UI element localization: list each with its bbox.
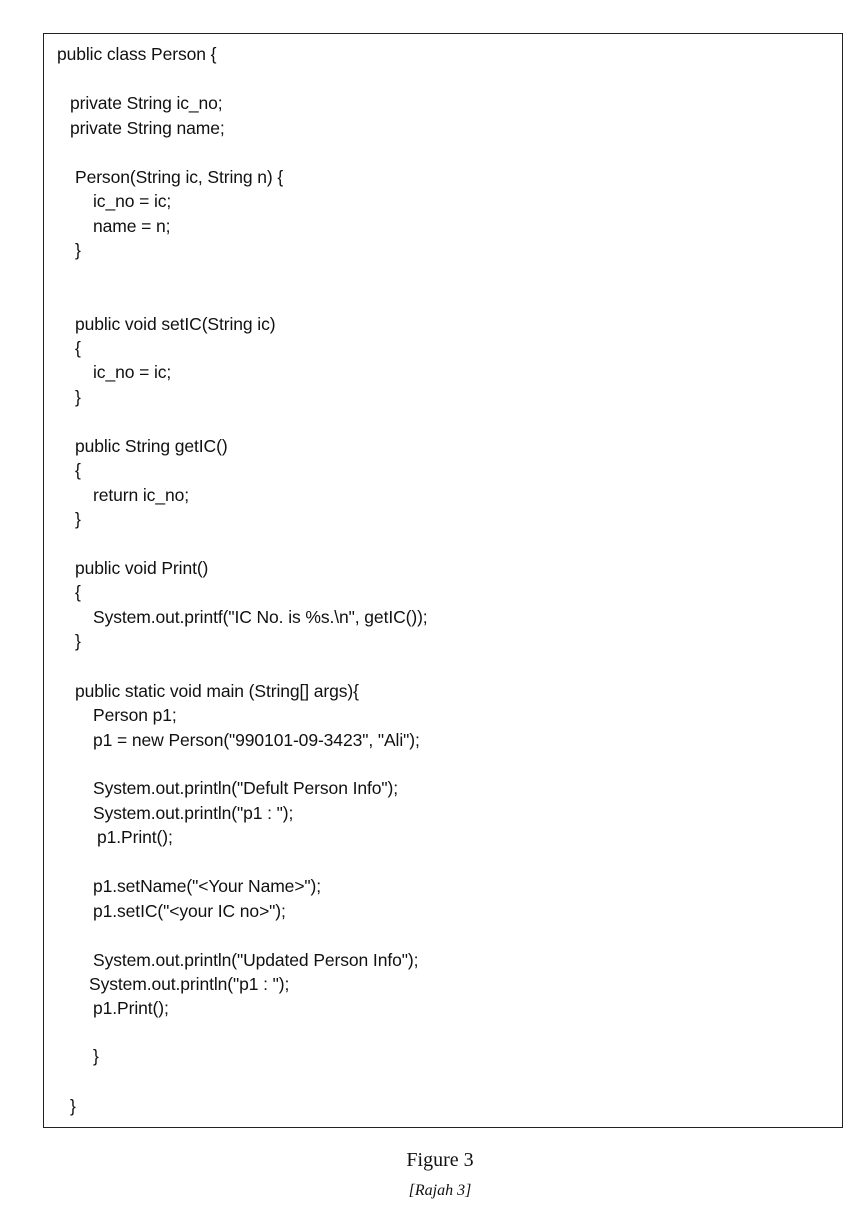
code-line: } (75, 509, 81, 529)
code-line: { (75, 460, 81, 480)
figure-caption: Figure 3 (406, 1149, 474, 1171)
code-line: System.out.println("Updated Person Info"); (93, 950, 419, 970)
code-line: } (93, 1046, 99, 1066)
code-line: private String name; (70, 118, 225, 138)
code-line: } (75, 240, 81, 260)
code-line: Person p1; (93, 705, 177, 725)
code-line: return ic_no; (93, 485, 189, 505)
code-line: p1.setName("<Your Name>"); (93, 876, 322, 896)
code-line: ic_no = ic; (93, 362, 172, 382)
code-line: p1.Print(); (97, 827, 173, 847)
code-line: private String ic_no; (70, 93, 223, 113)
figure-caption-translation: [Rajah 3] (408, 1182, 472, 1199)
code-line: p1.setIC("<your IC no>"); (93, 901, 286, 921)
code-line: public String getIC() (75, 436, 228, 456)
code-line: { (75, 338, 81, 358)
code-listing-box (43, 33, 843, 1128)
code-line: } (70, 1096, 76, 1116)
code-line: { (75, 582, 81, 602)
code-line: p1 = new Person("990101-09-3423", "Ali"); (93, 730, 420, 750)
code-line: public void setIC(String ic) (75, 314, 276, 334)
code-line: } (75, 387, 81, 407)
code-line: } (75, 631, 81, 651)
code-line: System.out.printf("IC No. is %s.\n", getIC()); (93, 607, 428, 627)
code-line: ic_no = ic; (93, 191, 172, 211)
code-line: public static void main (String[] args){ (75, 681, 359, 701)
code-line: System.out.println("p1 : "); (93, 803, 294, 823)
code-line: System.out.println("p1 : "); (89, 974, 290, 994)
code-line: name = n; (93, 216, 171, 236)
code-line: public void Print() (75, 558, 209, 578)
code-line: Person(String ic, String n) { (75, 167, 284, 187)
code-line: p1.Print(); (93, 998, 169, 1018)
code-line: System.out.println("Defult Person Info"); (93, 778, 398, 798)
code-line: public class Person { (57, 44, 217, 64)
